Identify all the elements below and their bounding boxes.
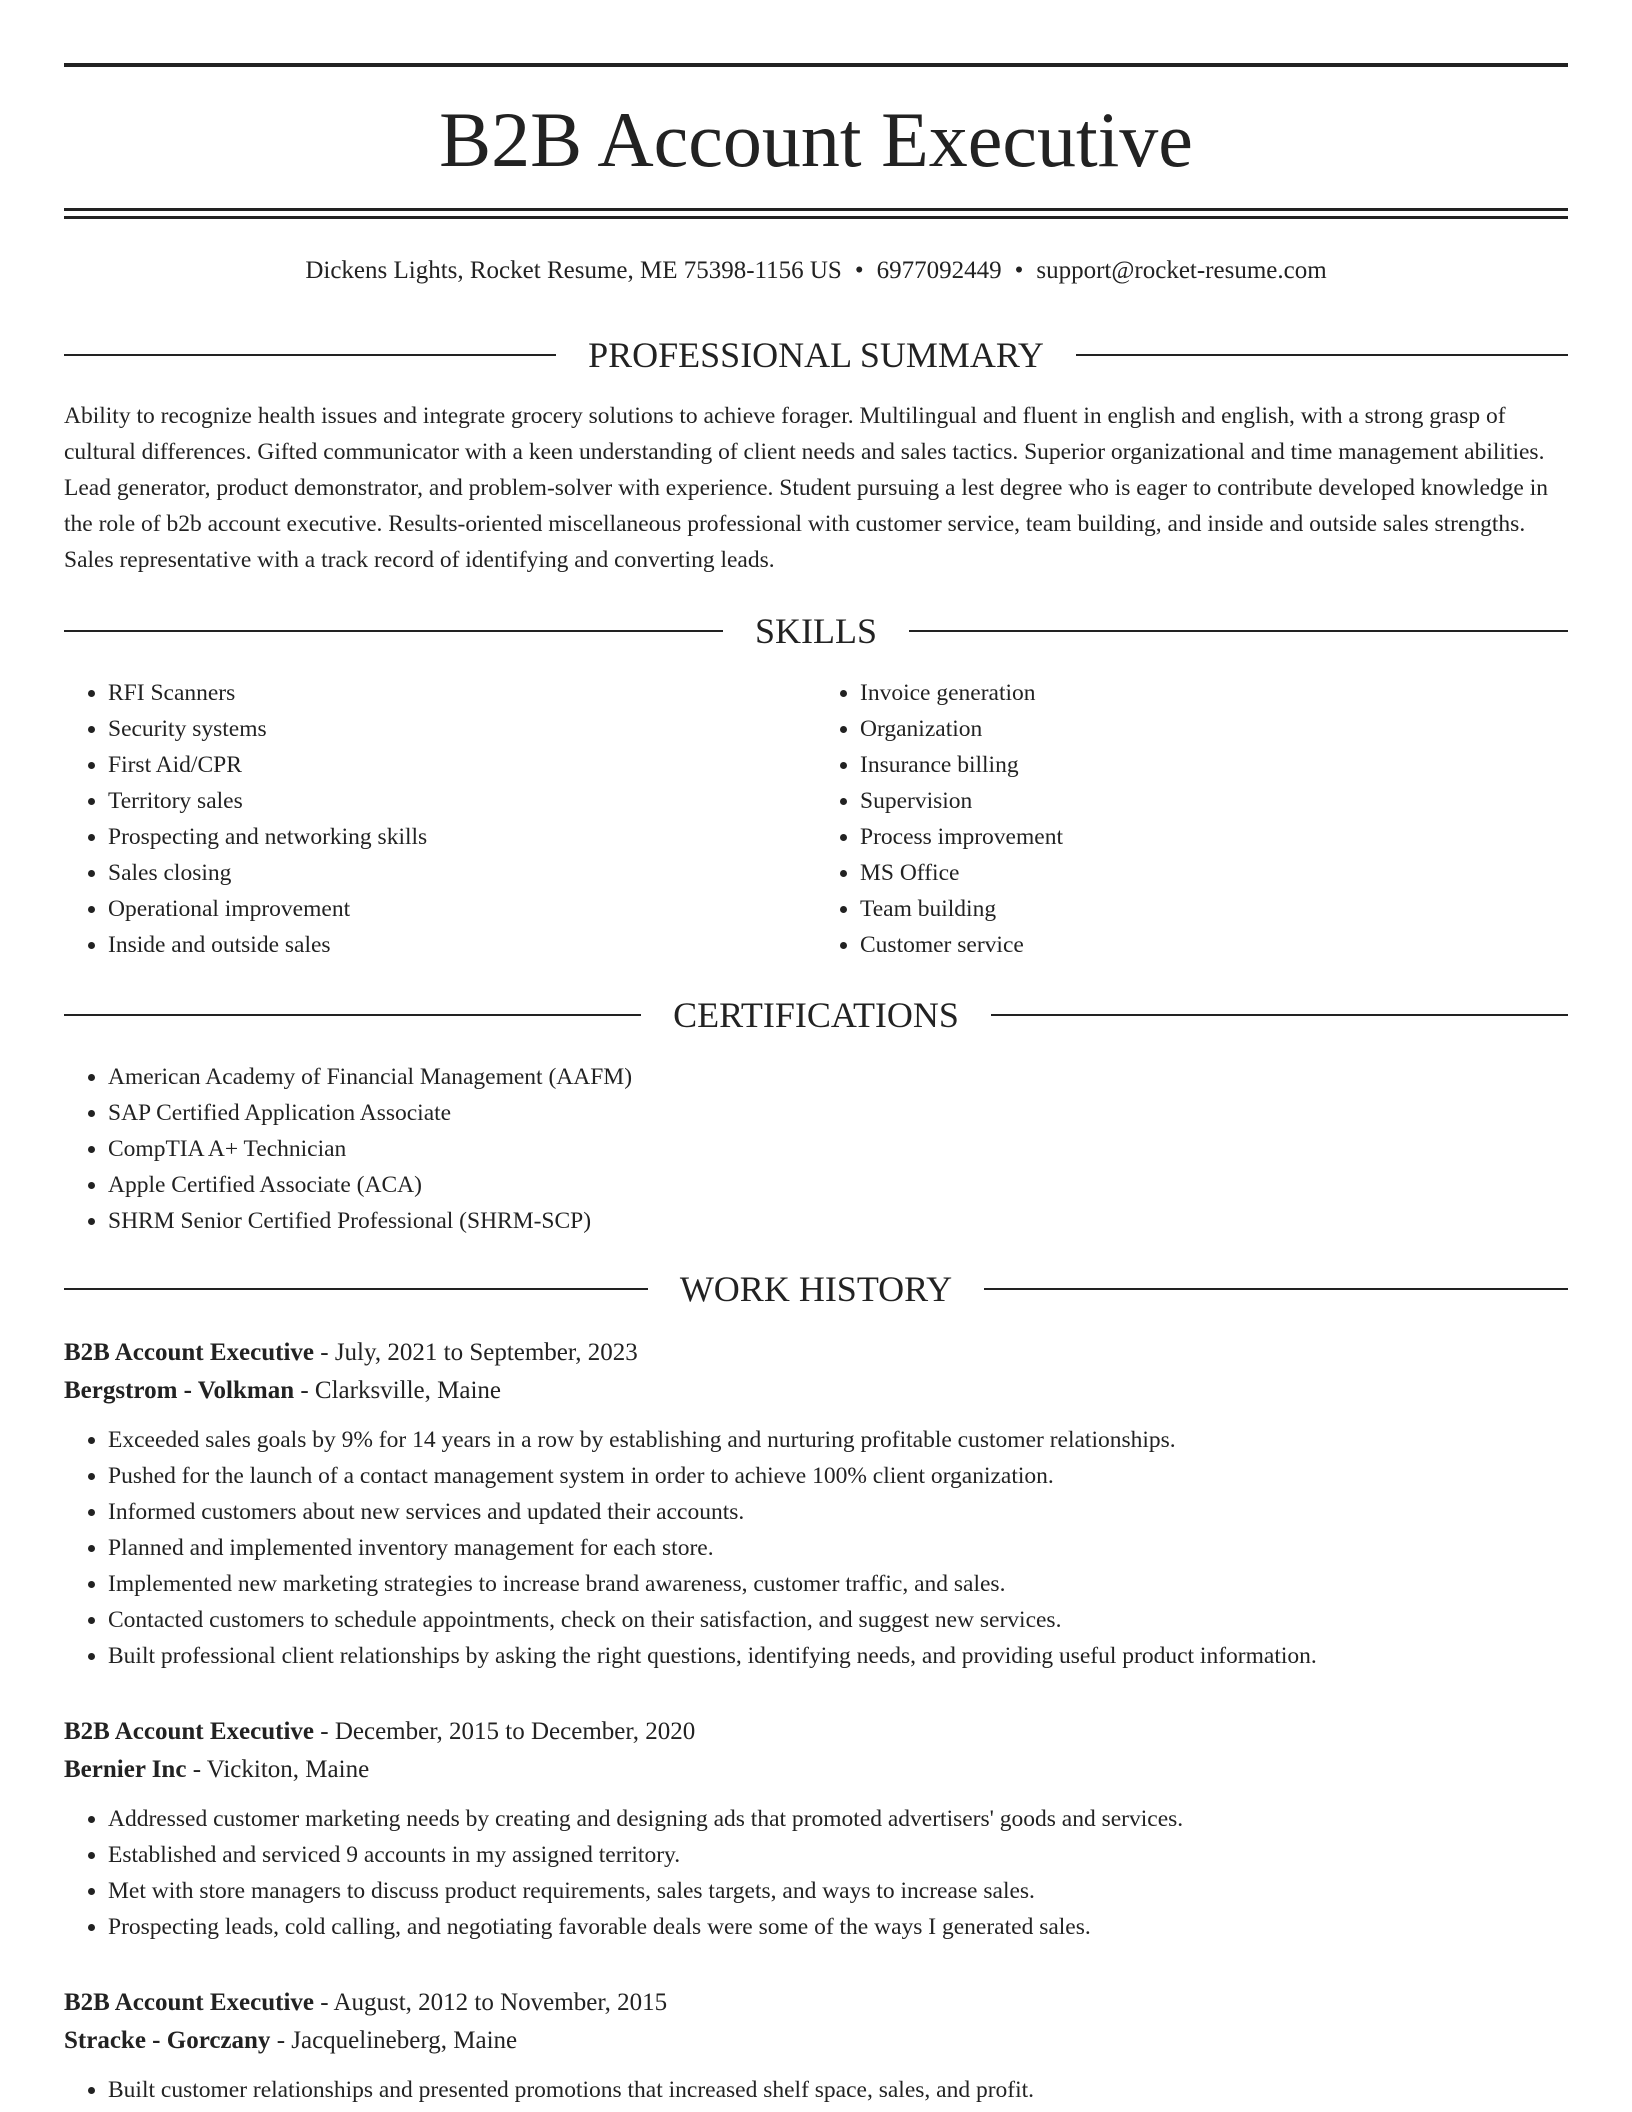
job-title-line xyxy=(64,1334,1568,1372)
job-bullet: • Built customer relationships and presented promotions that increased shelf space, sales, and profit. xyxy=(108,2072,1568,2108)
page-title: B2B Account Executive xyxy=(439,96,1193,183)
certification-item: • SAP Certified Application Associate xyxy=(108,1095,1568,1131)
skills-heading-row xyxy=(64,609,1568,653)
job-dates: - July, 2021 to September, 2023 xyxy=(314,1339,638,1366)
summary-text: Ability to recognize health issues and integrate grocery solutions to achieve forager. Multilingual and fluent in english and english, with a strong grasp of cultural differences. Gifted communicator with a keen understanding of client needs and sales tactics. Superior organizational and time management abilities. Lead generator, product demonstrator, and problem-solver with experience. Student pursuing a lest degree who is eager to contribute developed knowledge in the role of b2b account executive. Results-oriented miscellaneous professional with customer service, team building, and inside and outside sales strengths. Sales representative with a track record of identifying and converting leads. xyxy=(64,403,1549,573)
contact-email: support@rocket-resume.com xyxy=(1036,257,1327,284)
job-location: - Clarksville, Maine xyxy=(294,1377,502,1404)
skill-item: • Supervision xyxy=(860,783,1568,819)
job-title-line xyxy=(64,1713,1568,1751)
skill-item: • Team building xyxy=(860,891,1568,927)
job-location: - Vickiton, Maine xyxy=(186,1756,370,1783)
job-bullet: • Met with store managers to discuss product requirements, sales targets, and ways to increase sales. xyxy=(108,1873,1568,1909)
summary-heading: PROFESSIONAL SUMMARY xyxy=(588,335,1044,375)
job-title-line xyxy=(64,1984,1568,2022)
job-entry xyxy=(64,1984,1568,2108)
job-dates: - August, 2012 to November, 2015 xyxy=(314,1989,668,2016)
skill-item: • MS Office xyxy=(860,855,1568,891)
skill-item: • Territory sales xyxy=(108,783,816,819)
heading-rule xyxy=(1076,354,1568,356)
job-bullet: • Pushed for the launch of a contact management system in order to achieve 100% client organization. xyxy=(108,1458,1568,1494)
summary-heading-row xyxy=(64,333,1568,377)
skill-item: • Process improvement xyxy=(860,819,1568,855)
job-bullet: • Addressed customer marketing needs by creating and designing ads that promoted advertisers' goods and services. xyxy=(108,1801,1568,1837)
job-bullet: • Informed customers about new services and updated their accounts. xyxy=(108,1494,1568,1530)
title-rule-upper xyxy=(64,208,1568,211)
skill-item: • RFI Scanners xyxy=(108,675,816,711)
certification-item: • CompTIA A+ Technician xyxy=(108,1131,1568,1167)
skill-item: • Insurance billing xyxy=(860,747,1568,783)
job-entry xyxy=(64,1713,1568,1945)
skill-item: • Organization xyxy=(860,711,1568,747)
heading-rule xyxy=(909,630,1568,632)
heading-rule xyxy=(64,1014,641,1016)
job-bullet: • Built professional client relationships by asking the right questions, identifying needs, and providing useful product information. xyxy=(108,1638,1568,1674)
job-bullets xyxy=(64,1801,1568,1945)
skills-column-right xyxy=(816,675,1568,963)
job-title: B2B Account Executive xyxy=(64,1718,314,1745)
job-company-line xyxy=(64,1751,1568,1789)
work-heading: WORK HISTORY xyxy=(679,1269,953,1309)
skill-item: • Customer service xyxy=(860,927,1568,963)
title-rule-lower xyxy=(64,216,1568,219)
certifications-list xyxy=(64,1059,1568,1239)
job-bullets xyxy=(64,2072,1568,2108)
skill-item: • Inside and outside sales xyxy=(108,927,816,963)
contact-separator: • xyxy=(854,257,864,284)
job-entry xyxy=(64,1334,1568,1674)
skill-item: • Prospecting and networking skills xyxy=(108,819,816,855)
job-title: B2B Account Executive xyxy=(64,1339,314,1366)
skill-item: • Invoice generation xyxy=(860,675,1568,711)
job-bullet: • Planned and implemented inventory management for each store. xyxy=(108,1530,1568,1566)
job-bullet: • Exceeded sales goals by 9% for 14 years in a row by establishing and nurturing profitable customer relationships. xyxy=(108,1422,1568,1458)
contact-address: Dickens Lights, Rocket Resume, ME 75398-1156 US xyxy=(305,257,842,284)
skill-item: • Security systems xyxy=(108,711,816,747)
job-company: Bernier Inc xyxy=(64,1756,187,1783)
skill-item: • First Aid/CPR xyxy=(108,747,816,783)
heading-rule xyxy=(991,1014,1568,1016)
heading-rule xyxy=(64,630,723,632)
certification-item: • Apple Certified Associate (ACA) xyxy=(108,1167,1568,1203)
job-company: Stracke - Gorczany xyxy=(64,2027,271,2054)
job-title: B2B Account Executive xyxy=(64,1989,314,2016)
job-bullet: • Implemented new marketing strategies to increase brand awareness, customer traffic, and sales. xyxy=(108,1566,1568,1602)
skills-list xyxy=(64,675,1568,963)
skills-column-left xyxy=(64,675,816,963)
work-heading-row xyxy=(64,1267,1568,1311)
contact-phone: 6977092449 xyxy=(876,257,1002,284)
certification-item: • American Academy of Financial Management (AAFM) xyxy=(108,1059,1568,1095)
job-bullet: • Contacted customers to schedule appointments, check on their satisfaction, and suggest new services. xyxy=(108,1602,1568,1638)
job-bullet: • Established and serviced 9 accounts in my assigned territory. xyxy=(108,1837,1568,1873)
certifications-heading: CERTIFICATIONS xyxy=(673,995,959,1035)
skill-item: • Sales closing xyxy=(108,855,816,891)
skill-item: • Operational improvement xyxy=(108,891,816,927)
heading-rule xyxy=(64,354,556,356)
certifications-heading-row xyxy=(64,993,1568,1037)
job-company: Bergstrom - Volkman xyxy=(64,1377,295,1404)
job-location: - Jacquelineberg, Maine xyxy=(270,2027,518,2054)
certification-item: • SHRM Senior Certified Professional (SHRM-SCP) xyxy=(108,1203,1568,1239)
job-dates: - December, 2015 to December, 2020 xyxy=(314,1718,696,1745)
job-bullets xyxy=(64,1422,1568,1674)
job-company-line xyxy=(64,2022,1568,2060)
skills-heading: SKILLS xyxy=(755,611,878,651)
contact-separator: • xyxy=(1014,257,1024,284)
contact-line xyxy=(64,254,1568,288)
heading-rule xyxy=(64,1288,648,1290)
job-bullet: • Prospecting leads, cold calling, and negotiating favorable deals were some of the ways I generated sales. xyxy=(108,1909,1568,1945)
top-rule xyxy=(64,63,1568,67)
job-company-line xyxy=(64,1372,1568,1410)
heading-rule xyxy=(984,1288,1568,1290)
